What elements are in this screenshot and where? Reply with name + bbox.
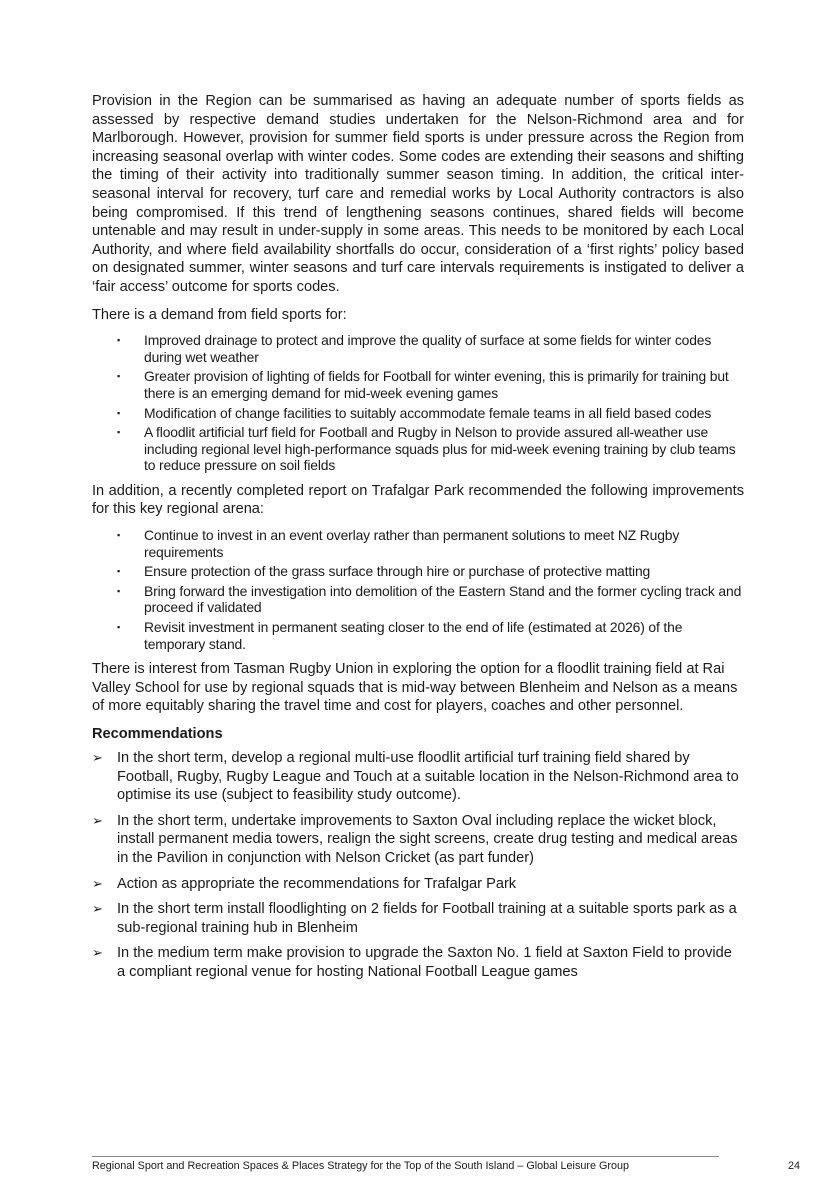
- list-item: [92, 749, 744, 805]
- square-bullet-icon: ▪: [117, 622, 121, 633]
- paragraph-provision-summary: Provision in the Region can be summarised as having an adequate number of sports fields as assessed by respective demand studies undertaken for the Nelson-Richmond area and for Marlborough. However, provision for summer field sports is under pressure across the Region from increasing seasonal overlap with winter codes. Some codes are extending their seasons and shifting the timing of their activity into traditionally summer season timing. In addition, the critical inter-seasonal interval for recovery, turf care and remedial works by Local Authority contractors is also being compromised. If this trend of lengthening seasons continues, shared fields will become untenable and may result in under-supply in some areas. This needs to be monitored by each Local Authority, and where field availability shortfalls do occur, consideration of a ‘first rights’ policy based on designated summer, winter seasons and turf care intervals requirements is instigated to deliver a ‘fair access’ outcome for sports codes.: [92, 93, 744, 295]
- square-bullet-icon: ▪: [117, 407, 121, 418]
- footer-title: Regional Sport and Recreation Spaces & Places Strategy for the Top of the South Island – Global Leisure Group: [92, 1160, 629, 1172]
- square-bullet-icon: ▪: [117, 530, 121, 541]
- list-item: [92, 875, 744, 894]
- list-item: [92, 405, 744, 422]
- list-item: [92, 424, 744, 474]
- page-number: 24: [788, 1160, 801, 1172]
- arrow-bullet-icon: ➢: [92, 750, 103, 765]
- paragraph-rugby-interest: There is interest from Tasman Rugby Union in exploring the option for a floodlit training field at Rai Valley School for use by regional squads that is mid-way between Blenheim and Nelson as a means of more equitably sharing the travel time and cost for players, coaches and other personnel.: [92, 661, 738, 715]
- arrow-bullet-icon: ➢: [92, 875, 103, 891]
- recommendations-heading: Recommendations: [92, 726, 223, 742]
- square-bullet-icon: ▪: [117, 566, 121, 577]
- square-bullet-icon: ▪: [117, 335, 121, 346]
- list-item-text: Action as appropriate the recommendations for Trafalgar Park: [117, 875, 517, 892]
- list-item: [92, 527, 744, 560]
- trafalgar-list: [92, 527, 744, 652]
- list-item-text: Revisit investment in permanent seating closer to the end of life (estimated at 2026) of the temporary stand.: [144, 619, 683, 652]
- recommendations-list: [92, 749, 744, 982]
- square-bullet-icon: ▪: [117, 427, 121, 438]
- square-bullet-icon: ▪: [117, 585, 121, 596]
- list-item-text: Greater provision of lighting of fields for Football for winter evening, this is primarily for training but there is an emerging demand for mid-week evening games: [144, 368, 729, 401]
- list-item-text: Bring forward the investigation into demolition of the Eastern Stand and the former cycling track and proceed if validated: [144, 582, 742, 616]
- paragraph-trafalgar-intro: In addition, a recently completed report on Trafalgar Park recommended the following improvements for this key regional arena:: [92, 482, 744, 518]
- list-item: [92, 944, 744, 981]
- list-item: [92, 332, 744, 365]
- list-item-text: In the medium term make provision to upgrade the Saxton No. 1 field at Saxton Field to provide a compliant regional venue for hosting National Football League games: [117, 945, 732, 980]
- list-item-text: In the short term install floodlighting on 2 fields for Football training at a suitable sports park as a sub-regional training hub in Blenheim: [117, 901, 737, 936]
- document-body: [92, 92, 744, 989]
- list-item-text: A floodlit artificial turf field for Football and Rugby in Nelson to provide assured all-weather use including regional level high-performance squads plus for mid-week evening training by club teams to reduce pressure on soil fields: [144, 424, 736, 474]
- list-item: [92, 583, 744, 616]
- demand-list: [92, 332, 744, 474]
- list-item-text: Modification of change facilities to suitably accommodate female teams in all field based codes: [144, 404, 712, 421]
- list-item-text: In the short term, undertake improvements to Saxton Oval including replace the wicket block, install permanent media towers, realign the sight screens, create drug testing and medical areas in the Pavilion in conjunction with Nelson Cricket (as part funder): [117, 812, 738, 866]
- list-item-text: Ensure protection of the grass surface through hire or purchase of protective matting: [144, 563, 651, 580]
- list-item: [92, 812, 744, 868]
- arrow-bullet-icon: ➢: [92, 812, 103, 828]
- square-bullet-icon: ▪: [117, 371, 121, 382]
- list-item: [92, 563, 744, 580]
- list-item: [92, 900, 744, 937]
- list-item-text: Improved drainage to protect and improve the quality of surface at some fields for winter codes during wet weather: [144, 332, 712, 365]
- list-item: [92, 619, 744, 652]
- arrow-bullet-icon: ➢: [92, 945, 103, 961]
- paragraph-demand-intro: There is a demand from field sports for:: [92, 306, 347, 323]
- list-item: [92, 368, 744, 401]
- list-item-text: Continue to invest in an event overlay rather than permanent solutions to meet NZ Rugby requirements: [144, 527, 680, 560]
- footer-divider: [92, 1156, 719, 1157]
- arrow-bullet-icon: ➢: [92, 901, 103, 917]
- list-item-text: In the short term, develop a regional multi-use floodlit artificial turf training field shared by Football, Rugby, Rugby League and Touch at a suitable location in the Nelson-Richmond area to optimise its use (subject to feasibility study outcome).: [117, 750, 739, 804]
